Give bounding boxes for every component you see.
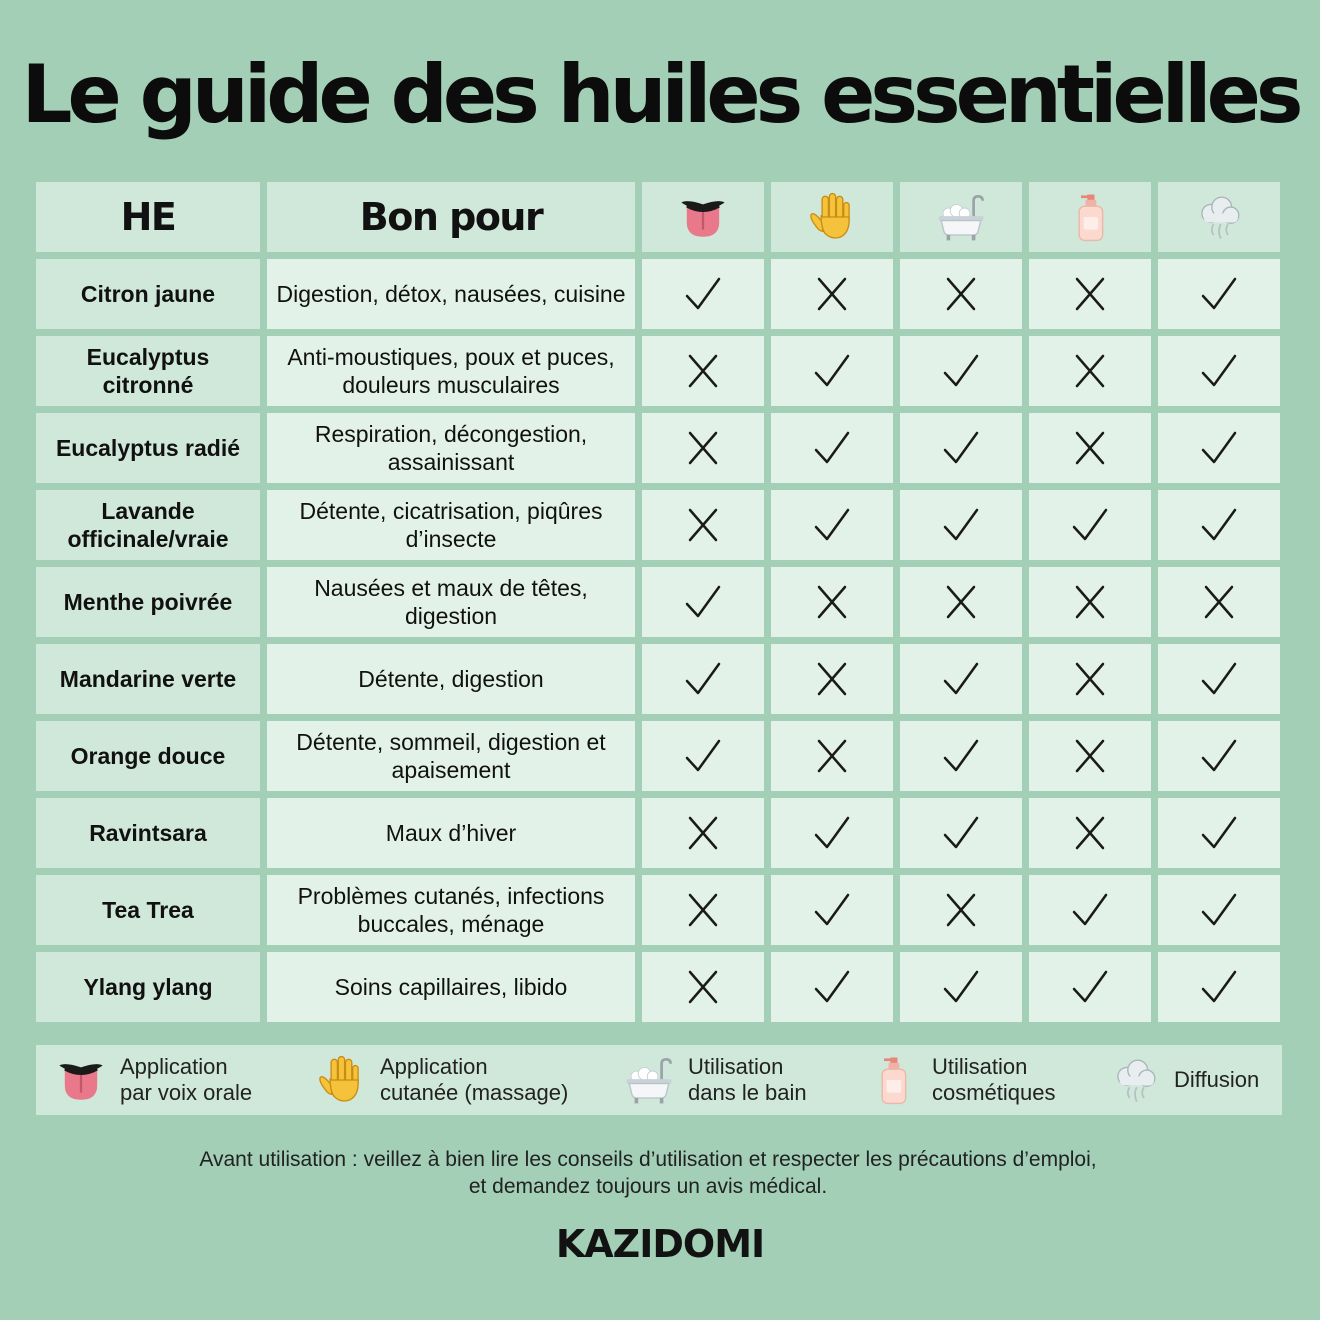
header-hand-icon: [771, 182, 893, 252]
oil-uses: Détente, cicatrisation, piqûres d’insecte: [267, 490, 635, 560]
lotion-bottle-icon: [1063, 190, 1117, 244]
cross-icon: [1070, 813, 1110, 853]
mark-no: [771, 259, 893, 329]
oil-uses: Maux d’hiver: [267, 798, 635, 868]
check-icon: [1199, 351, 1239, 391]
header-bon-pour: Bon pour: [267, 182, 635, 252]
legend-label-line2: dans le bain: [688, 1080, 807, 1105]
mark-no: [900, 259, 1022, 329]
page-title: Le guide des huiles essentielles: [21, 48, 1299, 141]
check-icon: [1070, 890, 1110, 930]
mark-yes: [1158, 798, 1280, 868]
check-icon: [1199, 659, 1239, 699]
legend-hand-icon: [314, 1053, 380, 1107]
cross-icon: [941, 890, 981, 930]
mark-no: [642, 798, 764, 868]
check-icon: [683, 659, 723, 699]
legend-label-line1: Utilisation: [688, 1054, 784, 1079]
check-icon: [1199, 505, 1239, 545]
disclaimer-line1: Avant utilisation : veillez à bien lire les conseils d’utilisation et respecter les précautions d’emploi,: [199, 1148, 1097, 1171]
mark-yes: [771, 798, 893, 868]
check-icon: [1199, 967, 1239, 1007]
legend-item-diffusion: [1108, 1045, 1259, 1115]
mark-yes: [1158, 952, 1280, 1022]
bathtub-icon: [622, 1053, 676, 1107]
check-icon: [1199, 428, 1239, 468]
mark-yes: [900, 336, 1022, 406]
oil-name: Menthe poivrée: [36, 567, 260, 637]
cross-icon: [683, 890, 723, 930]
mark-yes: [900, 952, 1022, 1022]
mark-no: [642, 336, 764, 406]
mark-yes: [771, 490, 893, 560]
mark-no: [1029, 798, 1151, 868]
oil-name: Ylang ylang: [36, 952, 260, 1022]
legend-bathtub-icon: [622, 1053, 688, 1107]
cross-icon: [683, 428, 723, 468]
mark-yes: [900, 490, 1022, 560]
mark-yes: [1158, 336, 1280, 406]
mark-yes: [1029, 875, 1151, 945]
oil-uses: Respiration, décongestion, assainissant: [267, 413, 635, 483]
check-icon: [941, 428, 981, 468]
cross-icon: [683, 813, 723, 853]
header-vapor-cloud-icon: [1158, 182, 1280, 252]
mark-no: [642, 490, 764, 560]
cross-icon: [941, 274, 981, 314]
cross-icon: [1070, 274, 1110, 314]
vapor-cloud-icon: [1192, 190, 1246, 244]
disclaimer: [0, 1146, 1296, 1200]
legend-lotion-bottle-icon: [866, 1053, 932, 1107]
cross-icon: [812, 582, 852, 622]
check-icon: [1070, 967, 1110, 1007]
mark-no: [642, 952, 764, 1022]
mark-yes: [900, 413, 1022, 483]
mark-yes: [1158, 490, 1280, 560]
check-icon: [683, 582, 723, 622]
cross-icon: [1070, 736, 1110, 776]
mark-yes: [900, 644, 1022, 714]
mark-yes: [1158, 644, 1280, 714]
legend-label-line2: cosmétiques: [932, 1080, 1056, 1105]
hand-icon: [314, 1053, 368, 1107]
check-icon: [1070, 505, 1110, 545]
legend-label-line1: Diffusion: [1174, 1067, 1260, 1092]
check-icon: [941, 736, 981, 776]
legend-label-line2: cutanée (massage): [380, 1080, 569, 1105]
cross-icon: [1070, 659, 1110, 699]
cross-icon: [1070, 582, 1110, 622]
mark-no: [771, 721, 893, 791]
oil-name: Eucalyptus radié: [36, 413, 260, 483]
check-icon: [1199, 813, 1239, 853]
mark-no: [771, 644, 893, 714]
mark-yes: [771, 413, 893, 483]
mark-yes: [1158, 721, 1280, 791]
check-icon: [812, 505, 852, 545]
oils-table: [36, 182, 1280, 1022]
hand-icon: [805, 190, 859, 244]
mark-yes: [771, 952, 893, 1022]
cross-icon: [812, 736, 852, 776]
cross-icon: [683, 505, 723, 545]
mark-yes: [900, 798, 1022, 868]
lotion-bottle-icon: [866, 1053, 920, 1107]
check-icon: [812, 967, 852, 1007]
check-icon: [941, 351, 981, 391]
cross-icon: [1070, 351, 1110, 391]
cross-icon: [683, 967, 723, 1007]
check-icon: [1199, 736, 1239, 776]
tongue-icon: [54, 1053, 108, 1107]
mark-no: [642, 875, 764, 945]
header-bathtub-icon: [900, 182, 1022, 252]
mark-no: [900, 567, 1022, 637]
cross-icon: [683, 351, 723, 391]
check-icon: [1199, 890, 1239, 930]
mark-yes: [1158, 413, 1280, 483]
oil-name: Ravintsara: [36, 798, 260, 868]
mark-yes: [900, 721, 1022, 791]
cross-icon: [941, 582, 981, 622]
mark-yes: [1158, 259, 1280, 329]
mark-no: [1029, 336, 1151, 406]
oil-name: Mandarine verte: [36, 644, 260, 714]
legend: [36, 1045, 1282, 1115]
oil-name: Eucalyptus citronné: [36, 336, 260, 406]
oil-uses: Digestion, détox, nausées, cuisine: [267, 259, 635, 329]
vapor-cloud-icon: [1108, 1053, 1162, 1107]
check-icon: [683, 274, 723, 314]
header-tongue-icon: [642, 182, 764, 252]
mark-no: [1029, 644, 1151, 714]
mark-no: [1029, 413, 1151, 483]
check-icon: [683, 736, 723, 776]
mark-no: [1029, 259, 1151, 329]
cross-icon: [812, 659, 852, 699]
mark-no: [1029, 567, 1151, 637]
check-icon: [941, 505, 981, 545]
oil-uses: Soins capillaires, libido: [267, 952, 635, 1022]
legend-item-oral: [54, 1045, 252, 1115]
cross-icon: [1070, 428, 1110, 468]
oil-name: Citron jaune: [36, 259, 260, 329]
check-icon: [941, 813, 981, 853]
legend-item-bath: [622, 1045, 807, 1115]
check-icon: [1199, 274, 1239, 314]
oil-uses: Détente, sommeil, digestion et apaisement: [267, 721, 635, 791]
oil-uses: Problèmes cutanés, infections buccales, ménage: [267, 875, 635, 945]
mark-yes: [1029, 490, 1151, 560]
check-icon: [941, 967, 981, 1007]
check-icon: [812, 351, 852, 391]
legend-item-cosmetic: [866, 1045, 1056, 1115]
mark-no: [900, 875, 1022, 945]
brand-logo: KAZIDOMI: [555, 1222, 765, 1266]
check-icon: [812, 813, 852, 853]
mark-no: [642, 413, 764, 483]
mark-yes: [1158, 875, 1280, 945]
check-icon: [812, 428, 852, 468]
oil-uses: Anti-moustiques, poux et puces, douleurs musculaires: [267, 336, 635, 406]
check-icon: [812, 890, 852, 930]
header-he: HE: [36, 182, 260, 252]
disclaimer-line2: et demandez toujours un avis médical.: [468, 1175, 828, 1198]
mark-no: [771, 567, 893, 637]
mark-yes: [642, 721, 764, 791]
oil-uses: Nausées et maux de têtes, digestion: [267, 567, 635, 637]
mark-yes: [771, 875, 893, 945]
mark-yes: [1029, 952, 1151, 1022]
oil-name: Tea Trea: [36, 875, 260, 945]
legend-vapor-cloud-icon: [1108, 1053, 1174, 1107]
mark-yes: [642, 644, 764, 714]
header-lotion-bottle-icon: [1029, 182, 1151, 252]
oil-name: Orange douce: [36, 721, 260, 791]
cross-icon: [1199, 582, 1239, 622]
mark-no: [1029, 721, 1151, 791]
oil-uses: Détente, digestion: [267, 644, 635, 714]
tongue-icon: [676, 190, 730, 244]
mark-yes: [642, 259, 764, 329]
legend-label-line1: Application: [380, 1054, 488, 1079]
legend-label-line1: Utilisation: [932, 1054, 1028, 1079]
bathtub-icon: [934, 190, 988, 244]
legend-tongue-icon: [54, 1053, 120, 1107]
legend-label-line1: Application: [120, 1054, 228, 1079]
legend-item-skin: [314, 1045, 568, 1115]
mark-yes: [642, 567, 764, 637]
mark-no: [1158, 567, 1280, 637]
mark-yes: [771, 336, 893, 406]
legend-label-line2: par voix orale: [120, 1080, 253, 1105]
oil-name: Lavande officinale/vraie: [36, 490, 260, 560]
check-icon: [941, 659, 981, 699]
cross-icon: [812, 274, 852, 314]
